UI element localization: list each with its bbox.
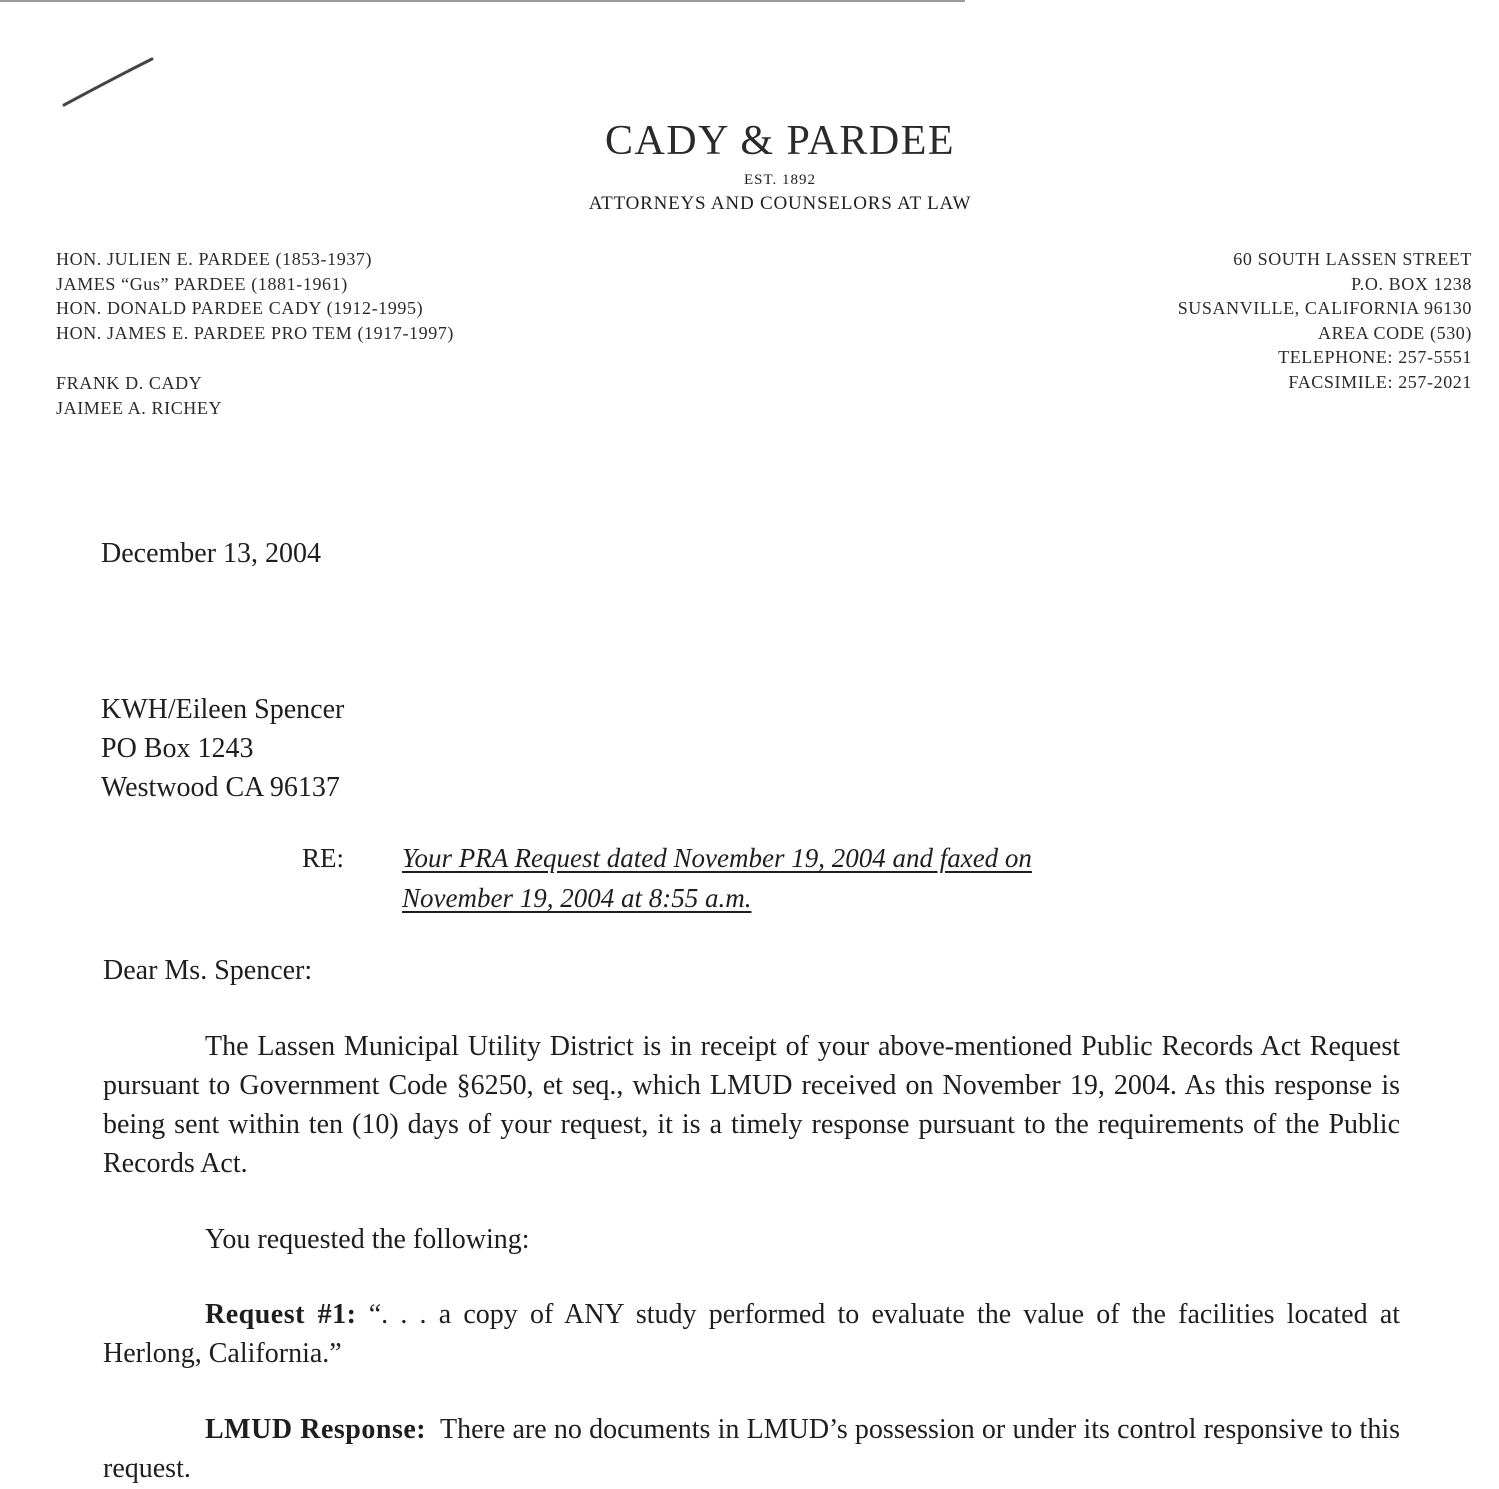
address-line: FACSIMILE: 257-2021	[1288, 371, 1472, 392]
firm-address	[1178, 247, 1472, 394]
request-1-paragraph	[103, 1295, 1400, 1373]
request-1-label: Request #1:	[205, 1299, 357, 1330]
partners-list	[56, 247, 454, 420]
partner-name: HON. DONALD PARDEE CADY (1912-1995)	[56, 298, 424, 318]
body-paragraph-receipt: The Lassen Municipal Utility District is in receipt of your above-mentioned Public Records Act Request pursuant to Government Code §6250, et seq., which LMUD received on November 19, 2004. As this response is being sent within ten (10) days of your request, it is a timely response pursuant to the requirements of the Public Records Act.	[103, 1031, 1400, 1179]
address-line: P.O. BOX 1238	[1351, 273, 1472, 294]
re-subject	[402, 838, 1032, 918]
recipient-line: PO Box 1243	[101, 733, 254, 764]
pen-stroke-mark	[60, 55, 160, 110]
re-line: Your PRA Request dated November 19, 2004 and faxed on	[402, 843, 1032, 873]
letterhead	[0, 115, 1499, 217]
letter-date: December 13, 2004	[101, 538, 322, 569]
salutation: Dear Ms. Spencer:	[103, 955, 313, 986]
re-line: November 19, 2004 at 8:55 a.m.	[402, 883, 752, 913]
address-line: AREA CODE (530)	[1318, 322, 1472, 343]
firm-name: CADY & PARDEE	[604, 118, 956, 164]
partner-name: JAMES “Gus” PARDEE (1881-1961)	[56, 273, 348, 294]
body-paragraph-requested: You requested the following:	[205, 1224, 530, 1255]
scan-top-edge-line	[0, 0, 965, 2]
lmud-response-paragraph	[103, 1410, 1400, 1488]
request-1-text: “. . . a copy of ANY study performed to evaluate the value of the facilities located at Herlong, California.”	[103, 1299, 1401, 1369]
address-line: SUSANVILLE, CALIFORNIA 96130	[1177, 298, 1472, 318]
partner-name: HON. JAMES E. PARDEE PRO TEM (1917-1997)	[56, 322, 455, 343]
partner-name: FRANK D. CADY	[56, 373, 203, 393]
recipient-line: Westwood CA 96137	[101, 772, 340, 803]
firm-subtitle: ATTORNEYS AND COUNSELORS AT LAW	[588, 193, 972, 214]
partner-name: HON. JULIEN E. PARDEE (1853-1937)	[56, 249, 373, 269]
re-label: RE:	[302, 843, 345, 873]
firm-established: EST. 1892	[743, 172, 817, 188]
recipient-line: KWH/Eileen Spencer	[101, 694, 345, 725]
address-line: TELEPHONE: 257-5551	[1278, 347, 1472, 367]
recipient-address	[101, 690, 344, 807]
partner-name: JAIMEE A. RICHEY	[56, 397, 223, 418]
address-line: 60 SOUTH LASSEN STREET	[1233, 249, 1472, 269]
lmud-response-text: There are no documents in LMUD’s possession or under its control responsive to this request.	[103, 1414, 1400, 1484]
lmud-response-label: LMUD Response:	[205, 1414, 427, 1445]
